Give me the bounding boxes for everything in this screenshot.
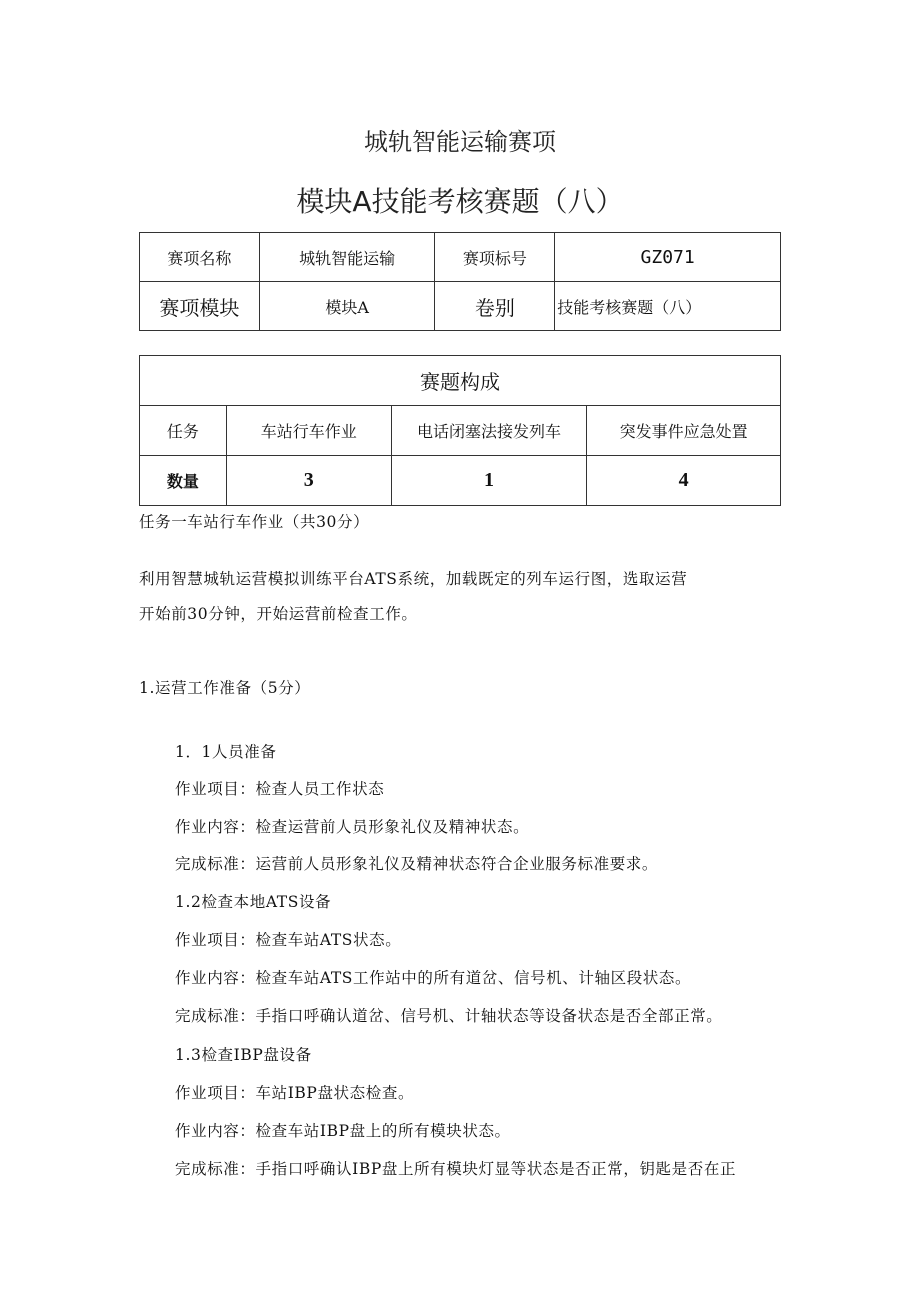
paragraph-line: 完成标准：手指口呼确认道岔、信号机、计轴状态等设备状态是否全部正常。 [175, 1007, 723, 1025]
info-table [139, 232, 781, 331]
subsection-heading: 1．1人员准备 [175, 743, 277, 761]
paragraph-line: 作业内容：检查车站IBP盘上的所有模块状态。 [175, 1122, 511, 1140]
table-cell: 赛项名称 [140, 233, 260, 282]
table-cell: 赛项模块 [140, 282, 260, 331]
table-cell: 任务 [140, 406, 227, 456]
table-row [140, 356, 781, 406]
table-cell: 城轨智能运输 [259, 233, 435, 282]
paragraph-line: 作业内容：检查运营前人员形象礼仪及精神状态。 [175, 818, 530, 836]
table-header: 赛题构成 [140, 356, 781, 406]
table-cell: 电话闭塞法接发列车 [391, 406, 587, 456]
subsection-heading: 1.2检查本地ATS设备 [175, 893, 332, 911]
paragraph-line: 作业项目：检查车站ATS状态。 [175, 931, 402, 949]
table-cell: 3 [226, 456, 391, 506]
task-heading: 任务一车站行车作业（共30分） [139, 513, 370, 531]
paragraph-line: 利用智慧城轨运营模拟训练平台ATS系统，加载既定的列车运行图，选取运营 [139, 570, 688, 588]
paragraph-line: 完成标准：运营前人员形象礼仪及精神状态符合企业服务标准要求。 [175, 855, 659, 873]
table-row [140, 456, 781, 506]
paragraph-line: 完成标准：手指口呼确认IBP盘上所有模块灯显等状态是否正常，钥匙是否在正 [175, 1160, 737, 1178]
table-cell: 车站行车作业 [226, 406, 391, 456]
paragraph-line: 作业项目：检查人员工作状态 [175, 780, 385, 798]
table-cell: GZ071 [555, 233, 781, 282]
table-cell: 1 [391, 456, 587, 506]
table-row [140, 233, 781, 282]
table-cell: 4 [587, 456, 781, 506]
table-cell: 技能考核赛题（八） [555, 282, 781, 331]
table-row [140, 406, 781, 456]
document-title: 城轨智能运输赛项 [364, 128, 556, 156]
section-heading: 1.运营工作准备（5分） [139, 679, 311, 697]
table-cell: 卷别 [435, 282, 555, 331]
paragraph-line: 作业内容：检查车站ATS工作站中的所有道岔、信号机、计轴区段状态。 [175, 969, 692, 987]
table-row [140, 282, 781, 331]
paragraph-line: 作业项目：车站IBP盘状态检查。 [175, 1084, 415, 1102]
table-cell: 赛项标号 [435, 233, 555, 282]
table-cell: 数量 [140, 456, 227, 506]
table-cell: 模块A [259, 282, 435, 331]
table-cell: 突发事件应急处置 [587, 406, 781, 456]
document-subtitle: 模块A技能考核赛题（八） [296, 185, 624, 218]
paragraph-line: 开始前30分钟，开始运营前检查工作。 [139, 605, 418, 623]
composition-table [139, 355, 781, 506]
subsection-heading: 1.3检查IBP盘设备 [175, 1046, 312, 1064]
